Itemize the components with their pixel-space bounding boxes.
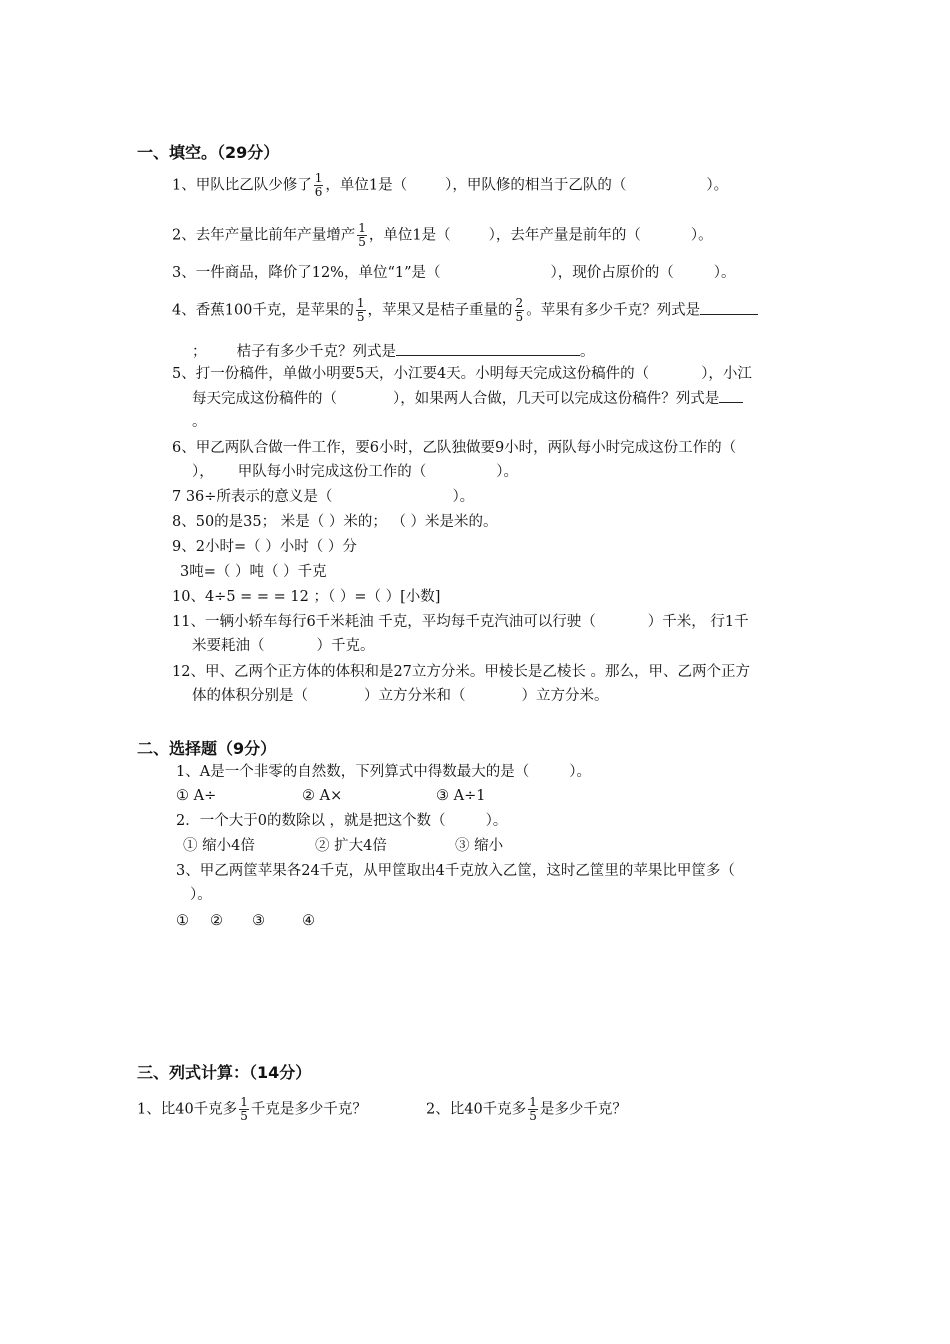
q5-text-c: 每天完成这份稿件的（ [192, 391, 337, 407]
question-1-1 [172, 172, 728, 199]
option-2[interactable]: ② 扩大4倍 [315, 838, 387, 854]
q2-text-b: ，单位1是（ [368, 227, 451, 244]
answer-blank[interactable] [396, 341, 580, 356]
question-1-5 [172, 364, 752, 384]
option-1[interactable]: ① [176, 913, 189, 929]
option-1[interactable]: ① 缩小4倍 [183, 838, 255, 854]
fraction: $\frac{1}{6}$ [314, 171, 323, 199]
option-3[interactable]: ③ [252, 913, 265, 929]
answer-blank[interactable] [700, 300, 758, 315]
choice-2-2-options [183, 836, 503, 856]
question-1-9-line2: 3吨=（ ）吨（ ）千克 [180, 564, 327, 580]
option-3[interactable]: ③ A÷1 [436, 788, 486, 804]
choice-2-1-options [176, 786, 485, 806]
question-1-5-line3: 。 [192, 414, 207, 430]
q3-text-b: ），现价占原价的（ [550, 265, 674, 281]
question-1-6-line2 [192, 462, 518, 482]
q4-text-f: 。 [580, 344, 595, 360]
option-2[interactable]: ② [210, 913, 223, 929]
answer-blank[interactable] [719, 388, 743, 403]
q5-text-a: 5、打一份稿件，单做小明要5天，小江要4天。小明每天完成这份稿件的（ [172, 366, 650, 382]
q12-text-a: 体的体积分别是（ [192, 688, 308, 704]
q6-text-b: 甲队每小时完成这份工作的（ [237, 464, 427, 480]
q11-text-b: ）千米， 行1千 [647, 614, 749, 630]
q1-text-d: ）。 [706, 177, 729, 194]
question-1-11 [172, 612, 749, 632]
choice-2-3: 3、甲乙两筐苹果各24千克，从甲筐取出4千克放入乙筐，这时乙筐里的苹果比甲筐多（ [176, 863, 735, 879]
choice-2-1 [176, 762, 591, 782]
q6-text-a: ）， [192, 464, 214, 480]
q3-text-c: ）。 [713, 265, 736, 281]
question-1-10: 10、4÷5 = = = 12 ；（ ）=（ ）[小数] [172, 589, 441, 605]
q11-text-a: 11、一辆小轿车每行6千米耗油 千克，平均每千克汽油可以行驶（ [172, 614, 596, 630]
question-1-7 [172, 487, 474, 507]
question-1-5-line2 [192, 388, 743, 409]
q4-text-a: 4、香蕉100千克，是苹果的 [172, 302, 354, 319]
q1-text-b: ，单位1是（ [325, 177, 408, 194]
c2-end: ）。 [485, 813, 508, 829]
q7-text-b: ）。 [452, 489, 475, 505]
question-1-12: 12、甲、乙两个正方体的体积和是27立方分米。甲棱长是乙棱长 。那么，甲、乙两个正方 [172, 664, 751, 680]
question-1-2 [172, 222, 713, 249]
c1-end: ）。 [569, 764, 591, 780]
q12-text-c: ）立方分米。 [521, 688, 609, 704]
question-1-4-line2 [192, 341, 595, 362]
q6-text-c: ）。 [496, 464, 518, 480]
calc2-text-a: 2、比40千克多 [426, 1101, 527, 1118]
fraction: $\frac{1}{5}$ [358, 221, 366, 249]
q2-text-a: 2、去年产量比前年产量增产 [172, 227, 356, 244]
fraction: $\frac{1}{5}$ [529, 1095, 537, 1123]
question-1-4 [172, 297, 758, 324]
q11-text-d: ）千克。 [316, 638, 375, 654]
fraction: $\frac{1}{5}$ [240, 1095, 248, 1123]
section-1-title: 一、填空。（29分） [137, 143, 280, 162]
q7-text-a: 7 36÷所表示的意义是（ [172, 489, 333, 505]
question-1-11-line2 [192, 636, 375, 656]
option-1[interactable]: ① A÷ [176, 788, 217, 804]
choice-2-2 [176, 811, 507, 831]
q12-text-b: ）立方分米和（ [364, 688, 466, 704]
option-2[interactable]: ② A× [302, 788, 343, 804]
calc2-text-b: 是多少千克？ [539, 1101, 627, 1118]
q4-text-b: ，苹果又是桔子重量的 [367, 302, 513, 319]
c1-text: 1、A是一个非零的自然数，下列算式中得数最大的是（ [176, 764, 530, 780]
q5-text-b: ），小江 [701, 366, 752, 382]
choice-2-3-options [176, 911, 315, 931]
question-1-3 [172, 263, 736, 283]
q2-text-d: ）。 [690, 227, 713, 244]
section-2-title: 二、选择题（9分） [137, 739, 277, 758]
question-1-8: 8、50的是35； 米是（ ）米的； （ ）米是米的。 [172, 514, 498, 530]
section-3-title: 三、列式计算：（14分） [137, 1063, 312, 1082]
fraction: $\frac{1}{5}$ [356, 296, 365, 324]
fraction: $\frac{2}{5}$ [515, 296, 524, 324]
calc-3-2 [426, 1096, 627, 1123]
q1-text-c: ），甲队修的相当于乙队的（ [445, 177, 627, 194]
calc1-text-b: 千克是多少千克？ [250, 1101, 367, 1118]
q4-text-c: 。苹果有多少千克？列式是 [526, 302, 701, 319]
calc1-text-a: 1、比40千克多 [137, 1101, 238, 1118]
option-3[interactable]: ③ 缩小 [455, 838, 504, 854]
q5-text-d: ），如果两人合做，几天可以完成这份稿件？列式是 [393, 391, 720, 407]
q2-text-c: ），去年产量是前年的（ [488, 227, 641, 244]
q11-text-c: 米要耗油（ [192, 638, 265, 654]
question-1-12-line2 [192, 686, 609, 706]
q3-text-a: 3、一件商品，降价了12%，单位“1”是（ [172, 265, 441, 281]
question-1-9: 9、2小时=（ ）小时（ ）分 [172, 539, 357, 555]
calc-3-1 [137, 1096, 367, 1123]
question-1-6: 6、甲乙两队合做一件工作，要6小时，乙队独做要9小时，两队每小时完成这份工作的（ [172, 440, 737, 456]
q4-text-e: 桔子有多少千克？列式是 [236, 344, 396, 360]
q4-text-d: ； [192, 344, 207, 360]
choice-2-3-line2: ）。 [190, 887, 212, 903]
option-4[interactable]: ④ [302, 913, 315, 929]
c2-text: 2．一个大于0的数除以 ，就是把这个数（ [176, 813, 446, 829]
q1-text-a: 1、甲队比乙队少修了 [172, 177, 312, 194]
